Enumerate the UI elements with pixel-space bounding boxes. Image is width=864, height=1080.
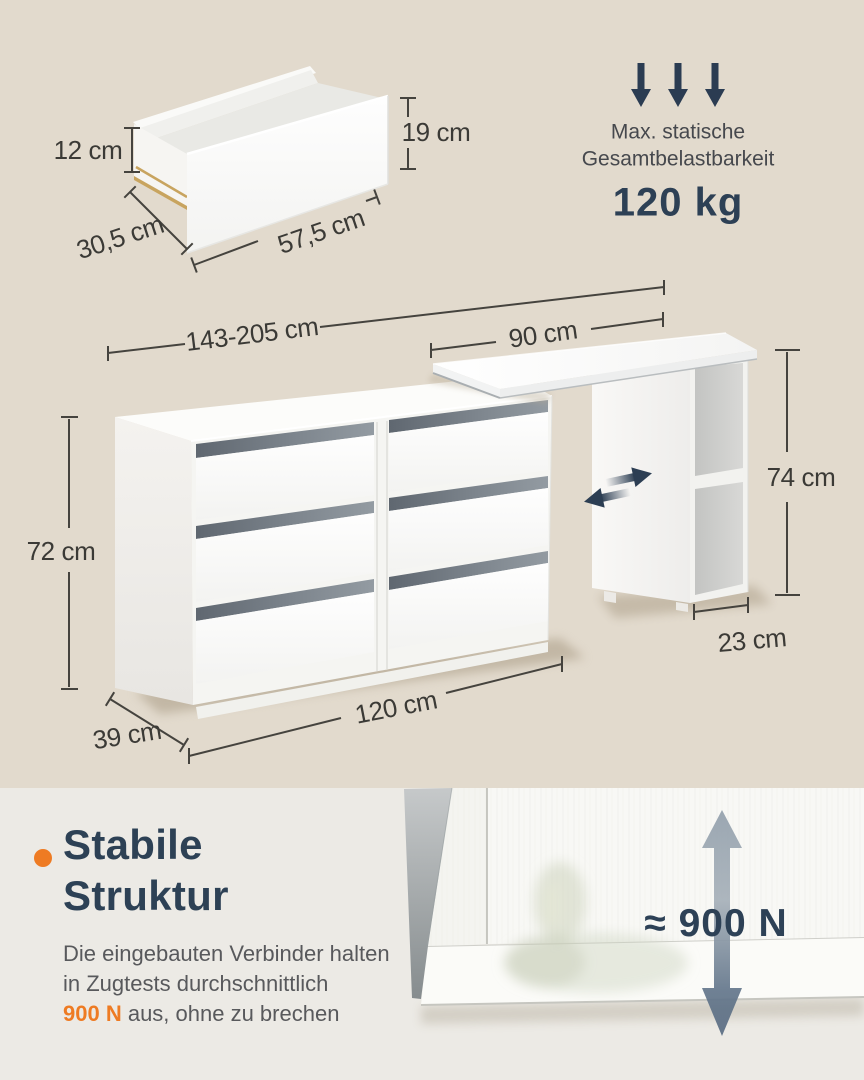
feature-description-line3 [63,999,390,1029]
feature-description-line1: Die eingebauten Verbinder halten [63,941,390,966]
dim-label-sideboard-height: 72 cm [26,536,96,566]
dim-label-sideboard-width: 120 cm [352,684,440,730]
load-capacity-caption-line2: Gesamtbelastbarkeit [581,147,775,171]
dim-label-drawer-inner-height: 12 cm [53,135,123,165]
dim-label-sideboard-depth: 39 cm [90,714,164,756]
dim-label-shelf-depth: 23 cm [716,622,788,658]
load-arrows-icon [631,63,725,107]
dim-label-desk-height: 74 cm [766,462,836,492]
dim-label-drawer-depth: 30,5 cm [72,208,168,266]
feature-description-line2: in Zugtests durchschnittlich [63,971,329,996]
dim-label-drawer-front-height: 19 cm [401,117,471,147]
connector-closeup-photo [404,788,864,1036]
arrow-down-icon [631,63,651,107]
feature-title [63,820,229,922]
feature-description [63,939,390,1029]
dim-label-total-width: 143-205 cm [184,310,320,358]
pull-force-value: ≈ 900 N [644,902,788,945]
dim-label-drawer-width: 57,5 cm [273,202,369,260]
feature-title-line2: Struktur [63,871,229,919]
feature-description-line3-rest: aus, ohne zu brechen [121,1001,340,1026]
load-capacity-caption-line1: Max. statische [610,120,746,144]
feature-title-line1: Stabile [63,821,203,868]
arrow-down-icon [705,63,725,107]
load-capacity-value: 120 kg [612,180,744,225]
arrow-down-icon [668,63,688,107]
dim-label-desk-length: 90 cm [506,314,580,354]
feature-force-highlight: 900 N [63,1001,122,1026]
feature-bullet [34,849,52,867]
